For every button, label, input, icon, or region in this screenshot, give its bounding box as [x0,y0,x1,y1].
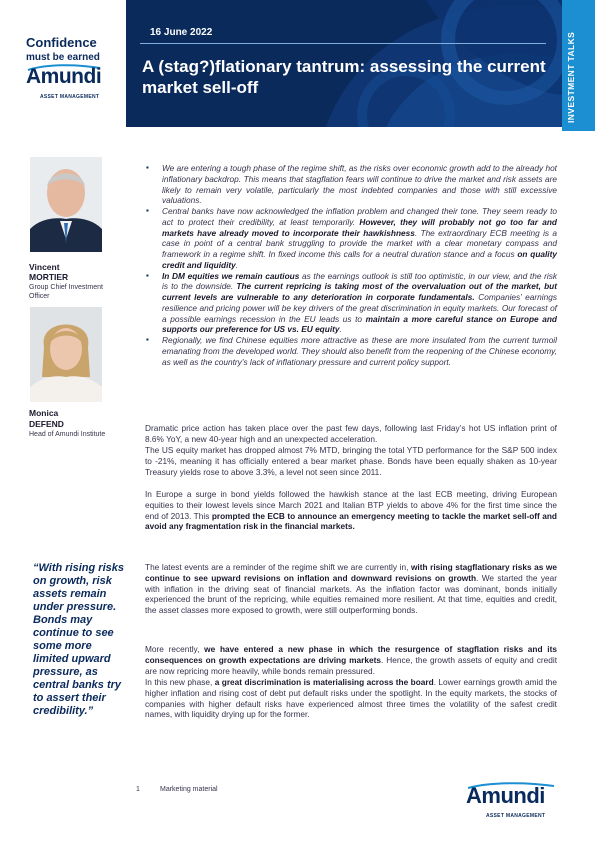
emphasis-text: prompted the ECB to announce an emergency meeting to tackle the market sell-off and avoid any fragmentation risk in the financial markets. [145,510,557,532]
emphasis-text: maintain a more careful stance on Europe and supports our preference for US vs. EU equity [162,313,557,335]
author-photo-defend [30,307,102,402]
key-point-item [145,335,557,367]
page-title: A (stag?)flationary tantrum: assessing the current market sell-off [142,57,546,97]
amundi-logo-sub: ASSET MANAGEMENT [40,94,100,100]
date-divider [140,43,546,44]
key-point-item [145,163,557,206]
key-points-list [145,163,557,367]
author-photo-mortier [30,157,102,252]
key-point-item [145,271,557,336]
pull-quote: “With rising risks on growth, risk assets remain under pressure. Bonds may continue to see some more limited upward pressure, as central banks try to assert their credibility.” [33,562,124,717]
body-paragraph [145,489,557,532]
text-run: . [339,324,342,335]
emphasis-text: on quality credit and liquidity [162,249,557,270]
brand-box [0,0,126,127]
key-point-item [145,206,557,271]
author-last-name: DEFEND [29,419,64,429]
body-paragraph [145,423,557,445]
emphasis-text: with rising stagflationary risks as we continue to see upward revisions on inflation and downward revisions on growth [145,562,557,583]
text-run: Central banks have now acknowledged the inflation problem and changed their tone. They seem ready to act to protect their credibility, at least temporarily. [162,206,557,227]
page-header [0,0,595,127]
brand-tagline: Confidence [26,35,97,50]
page-number: 1 [136,786,140,793]
text-run: as the earnings outlook is still too optimistic, in our view, and the risk is to the downside. [162,270,558,292]
author-first-name: Vincent [29,262,60,272]
amundi-logo: Amundi [26,65,102,88]
emphasis-text: However, they will probably not go too far and markets have already moved to incorporate their hawkishness [162,216,557,238]
author-role: Head of Amundi Institute [29,431,106,438]
amundi-logo: Amundi [466,783,545,808]
text-run: . We started the year with inflation in the driving seat of financial markets. As the inflation factor was dominant, bonds initially experienced the brunt of the repricing, while equities remained more resilient. At that time, equities and credit, the asset classes more exposed to growth, were still outperforming bonds. [145,572,557,615]
author-last-name: MORTIER [29,272,69,282]
emphasis-text: The current repricing is taking most of the overvaluation out of the market, but current levels are vulnerable to any deterioration in corporate fundamentals. [162,281,558,302]
author-role: Group Chief Investment Officer [29,284,103,300]
body-paragraph [145,562,557,616]
text-run: The latest events are a reminder of the regime shift we are currently in, [145,562,411,572]
text-run: Regionally, we find Chinese equities more attractive as these are more insulated from the current turmoil emanating from the developed world. They should also benefit from the reopening of the Chinese economy, as well as the country’s lack of inflationary pressure and current policy support. [162,335,557,367]
text-run: The US equity market has dropped almost 7% MTD, bringing the total YTD performance for the S&P 500 index to -21%, meaning it has officially entered a bear market phase. Bonds have been equally shaken as 10-year Treasury yields rose to above 3.3%, a level not seen since 2011. [145,445,557,477]
text-run: More recently, [145,644,205,654]
text-run: Dramatic price action has taken place over the past few days, following last Friday’s hot US inflation print of 8.6% YoY, a new 40-year high and an unexpected acceleration. [145,423,557,444]
author-first-name: Monica [29,408,59,418]
body-paragraph [145,445,557,477]
emphasis-text: we have entered a new phase in which the resurgence of stagflation risks and its consequences on growth expectations are driving markets [145,644,557,665]
footer-label: Marketing material [160,786,218,793]
text-run: In Europe a surge in bond yields followed the hawkish stance at the last ECB meeting, driving European equities to their lowest levels since March 2021 and Italian BTP yields to above 4% for the first time since the end of 2013. This [145,489,557,521]
text-run: . The extraordinary ECB meeting is a case in point of a central bank struggling to provide the market with a clear monetary compass and framework in a regime shift. In fixed income this calls for a neutral duration stance and a focus [162,227,557,259]
text-run: We are entering a tough phase of the regime shift, as the risks over economic growth add to the already hot inflationary backdrop. This means that stagflation fears will continue to drive the market and risk assets are likely to remain very volatile, particularly the most indebted companies and those with still excessive valuations. [162,163,557,206]
text-run: In this new phase, [145,677,215,687]
text-run: . [235,259,239,270]
emphasis-text: In DM equities we remain cautious [162,270,300,281]
section-tab-label: INVESTMENT TALKS [566,31,576,123]
publication-date: 16 June 2022 [150,27,213,38]
amundi-logo-sub: ASSET MANAGEMENT [486,813,546,819]
text-run: . Hence, the growth assets of equity and credit are now repricing more heavily, while bonds remain pressured. [145,654,557,676]
body-paragraph [145,677,557,720]
text-run: . Lower earnings growth amid the higher inflation and rising cost of debt put default risks under the spotlight. In the equity markets, the stocks of companies with higher default risks have experienced almost three times the volatility of the safest credit names, with liquidity drying up for the former. [145,677,557,720]
emphasis-text: a great discrimination is materialising across the board [214,677,434,687]
body-paragraph [145,644,557,676]
brand-tagline-sub: must be earned [26,52,100,63]
text-run: Companies’ earnings resilience and pricing power will be key drivers of the great discrimination in equity markets. Our forecast of a possible earnings recession in the EU leads us to [162,292,557,324]
